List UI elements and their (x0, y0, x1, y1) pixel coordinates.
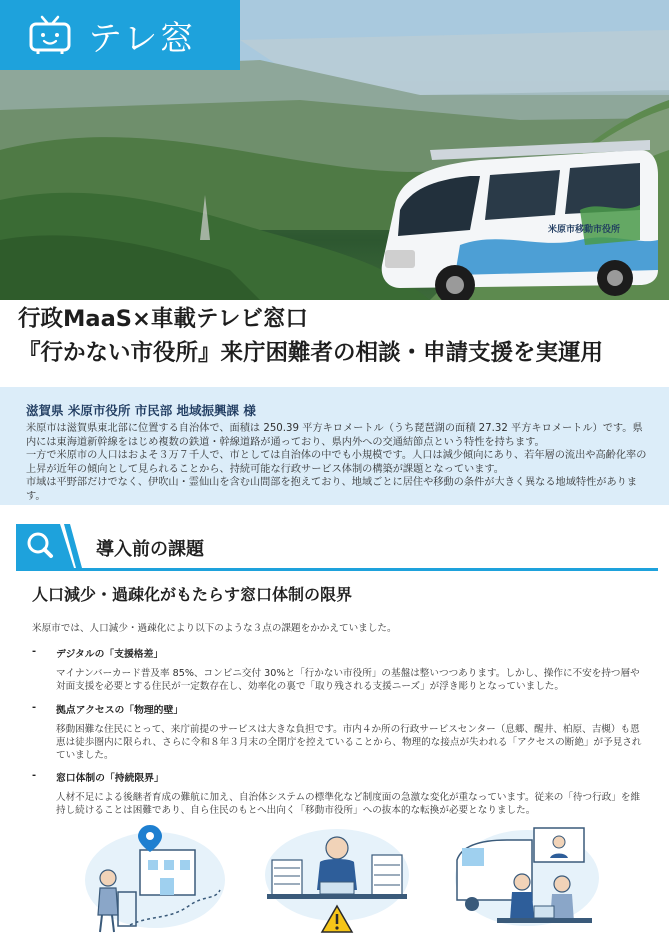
list-item-body: 移動困難な住民にとって、来庁前提のサービスは大きな負担です。市内４か所の行政サービスセンター（息郷、醒井、柏原、吉槻）も恩恵は徒歩圏内に限られ、さらに令和８年３月末の全閉庁を控えていることから、物理的な接点が失われる「アクセスの断絶」が予見されていました。 (56, 724, 642, 761)
hero-photo (0, 0, 669, 300)
van-consultation-illustration (452, 820, 602, 938)
section-header (0, 524, 669, 570)
info-paragraph: 一方で米原市の人口はおよそ３万７千人で、市としては自治体の中でも小規模です。人口は減少傾向にあり、若年層の流出や高齢化率の上昇が近年の傾向として見られることから、持続可能な行政サービス体制の構築が課題となっています。 (26, 450, 647, 475)
list-dash: - (32, 702, 37, 713)
info-paragraph: 米原市は滋賀県東北部に位置する自治体で、面積は 250.39 平方キロメートル（うち琵琶湖の面積 27.32 平方キロメートル）です。県内には東海道新幹線をはじめ複数の鉄道・幹線道路が通っており、県内外への交通結節点という特性を持ちます。 (26, 423, 643, 448)
section-subheading: 人口減少・過疎化がもたらす窓口体制の限界 (32, 585, 353, 604)
brand-name: テレ窓 (88, 18, 196, 59)
client-organization: 滋賀県 米原市役所 市民部 地域振興課 様 (26, 403, 256, 418)
tv-icon (28, 15, 72, 55)
list-dash: - (32, 770, 37, 781)
section-intro: 米原市では、人口減少・過疎化により以下のような３点の課題をかかえていました。 (32, 623, 397, 634)
section-divider (16, 568, 658, 571)
brand-logo (0, 0, 240, 70)
list-item (32, 646, 642, 694)
title-line-1: 行政MaaS×車載テレビ窓口 (18, 306, 308, 332)
list-item-heading: 拠点アクセスの「物理的壁」 (56, 705, 184, 716)
elderly-walker-illustration (80, 820, 230, 938)
overworked-staff-illustration (262, 820, 412, 938)
search-icon (16, 524, 82, 570)
list-item-body: 人材不足による後継者育成の難航に加え、自治体システムの標準化など制度面の急激な変化が重なっています。従来の「待つ行政」を維持し続けることは困難であり、自ら住民のもとへ出向く「移動市役所」への抜本的な転換が必要となりました。 (56, 792, 641, 816)
title-line-2: 『行かない市役所』来庁困難者の相談・申請支援を実運用 (18, 340, 604, 366)
list-item-body: マイナンバーカード普及率 85%、コンビニ交付 30%と「行かない市役所」の基盤は整いつつあります。しかし、操作に不安を持つ層や対面支援を必要とする住民が一定数存在し、効率化の裏で「取り残される支援ニーズ」が浮き彫りとなっていました。 (56, 668, 640, 692)
section-title: 導入前の課題 (96, 539, 204, 560)
list-item-heading: デジタルの「支援格差」 (56, 649, 164, 660)
page-title (18, 302, 658, 370)
list-item-heading: 窓口体制の「持続限界」 (56, 773, 164, 784)
van-body-text: 米原市移動市役所 (548, 225, 621, 235)
list-dash: - (32, 646, 37, 657)
client-info-box (0, 387, 669, 505)
list-item (32, 770, 642, 818)
info-paragraph: 市域は平野部だけでなく、伊吹山・霊仙山を含む山間部を抱えており、地域ごとに居住や移動の条件が大きく異なる地域特性があります。 (26, 477, 638, 502)
list-item (32, 702, 642, 762)
